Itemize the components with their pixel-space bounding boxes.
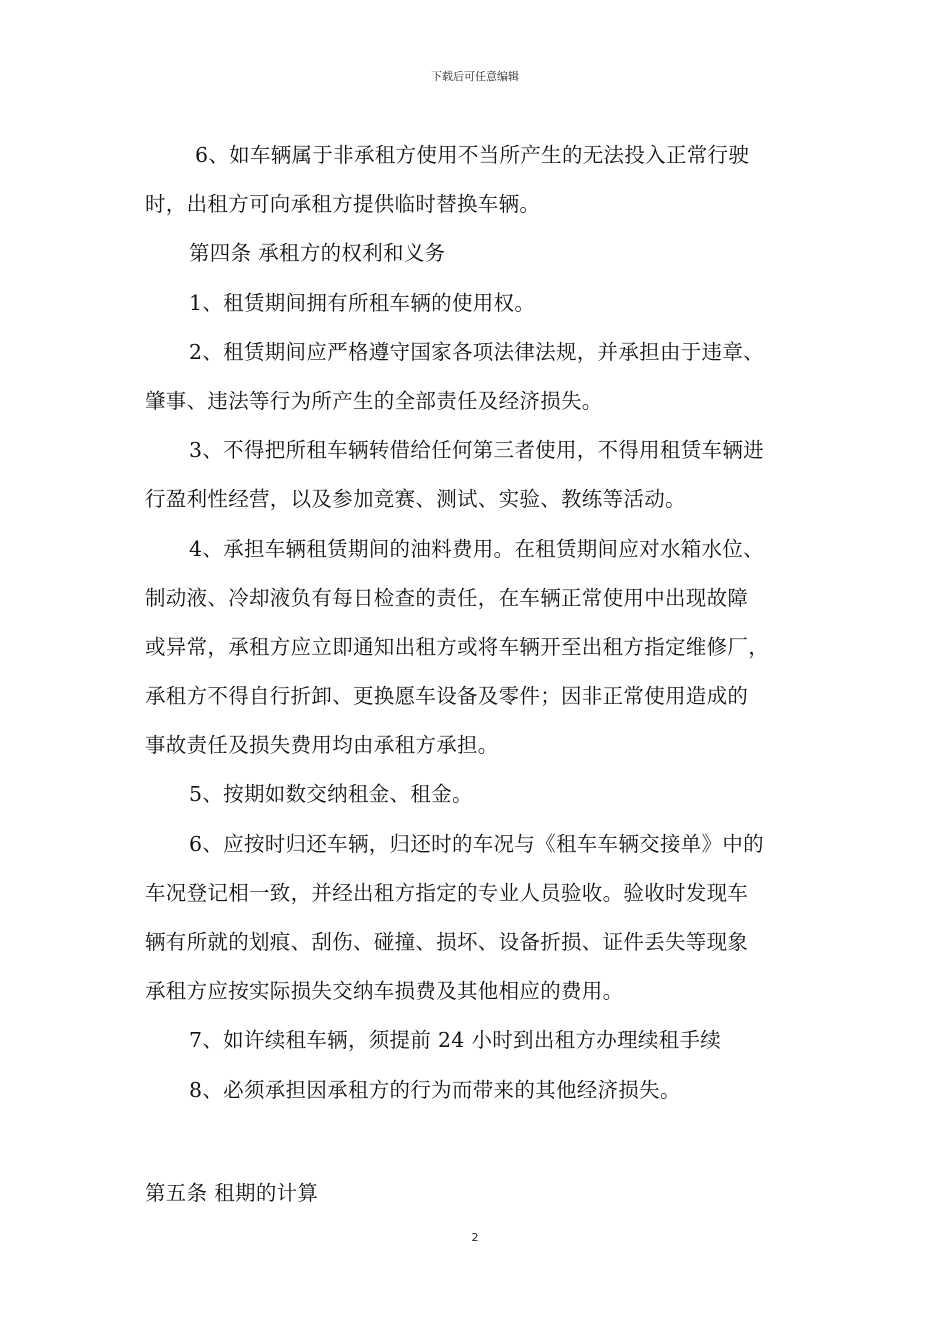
paragraph-line: 或异常，承租方应立即通知出租方或将车辆开至出租方指定维修厂，: [145, 634, 769, 659]
paragraph-line: 1、租赁期间拥有所租车辆的使用权。: [189, 290, 536, 315]
section-heading-article-4: 第四条 承租方的权利和义务: [189, 241, 446, 266]
paragraph-line: 6、应按时归还车辆，归还时的车况与《租车车辆交接单》中的: [189, 831, 764, 856]
paragraph-line: 承租方不得自行折卸、更换愿车设备及零件；因非正常使用造成的: [145, 684, 749, 709]
paragraph-line: 时，出租方可向承租方提供临时替换车辆。: [145, 192, 541, 217]
paragraph-line: 2、租赁期间应严格遵守国家各项法律法规，并承担由于违章、: [189, 339, 764, 364]
document-body: [145, 131, 810, 1218]
paragraph-line: 制动液、冷却液负有每日检查的责任，在车辆正常使用中出现故障: [145, 585, 749, 610]
paragraph-line: 行盈利性经营，以及参加竞赛、测试、实验、教练等活动。: [145, 487, 686, 512]
paragraph-line: 承租方应按实际损失交纳车损费及其他相应的费用。: [145, 979, 624, 1004]
page-number: 2: [471, 1231, 479, 1244]
paragraph-line: 车况登记相一致，并经出租方指定的专业人员验收。验收时发现车: [145, 880, 749, 905]
paragraph-line: 肇事、违法等行为所产生的全部责任及经济损失。: [145, 388, 603, 413]
section-heading-article-5: 第五条 租期的计算: [145, 1180, 319, 1205]
paragraph-line: 3、不得把所租车辆转借给任何第三者使用，不得用租赁车辆进: [189, 438, 764, 463]
paragraph-line: 5、按期如数交纳租金、租金。: [189, 782, 473, 807]
header-note: 下载后可任意编辑: [431, 70, 519, 83]
paragraph-line: 8、必须承担因承租方的行为而带来的其他经济损失。: [189, 1077, 681, 1102]
paragraph-line: 4、承担车辆租赁期间的油料费用。在租赁期间应对水箱水位、: [189, 536, 764, 561]
paragraph-line: 辆有所就的划痕、刮伤、碰撞、损坏、设备折损、证件丢失等现象: [145, 930, 749, 954]
paragraph-line: 6、如车辆属于非承租方使用不当所产生的无法投入正常行驶: [195, 143, 750, 167]
paragraph-line: 7、如许续租车辆，须提前 24 小时到出租方办理续租手续: [189, 1028, 722, 1053]
paragraph-gap: [145, 1115, 810, 1169]
paragraph-line: 事故责任及损失费用均由承租方承担。: [145, 733, 499, 758]
